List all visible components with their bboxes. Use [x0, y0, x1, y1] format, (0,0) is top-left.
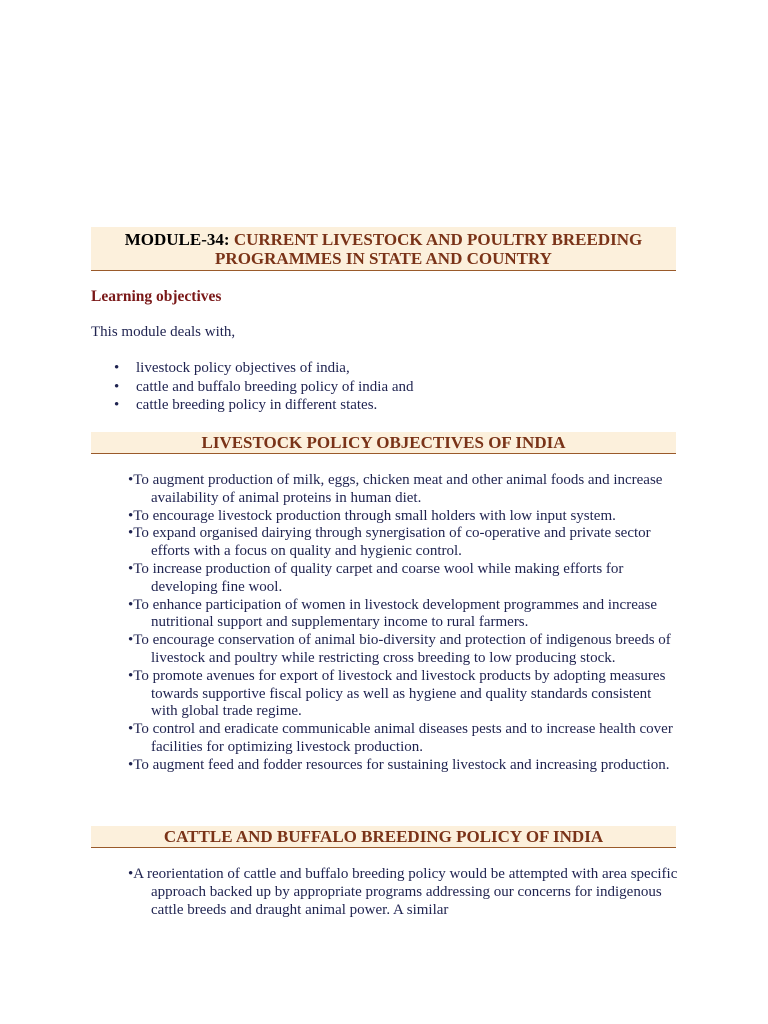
module-title-line1: CURRENT LIVESTOCK AND POULTRY BREEDING — [233, 230, 643, 249]
bullet-icon: • — [114, 360, 120, 376]
module-title-line2: PROGRAMMES IN STATE AND COUNTRY — [215, 249, 552, 268]
list-item: •To expand organised dairying through synergisation of co-operative and private sector efforts with a focus on quality and hygienic control. — [128, 525, 651, 560]
learning-objectives-heading: Learning objectives — [91, 288, 222, 305]
list-item: •A reorientation of cattle and buffalo breeding policy would be attempted with area specific approach backed up by appropriate programs addressing our concerns for indigenous cattle breeds and draught animal power. A similar — [128, 866, 678, 918]
bullet-icon: • — [114, 378, 120, 395]
list-item: • livestock policy objectives of india, — [114, 360, 350, 376]
list-item: •To augment feed and fodder resources for sustaining livestock and increasing production. — [128, 756, 670, 773]
livestock-policy-objectives-list — [128, 472, 680, 775]
module-number: MODULE-34: — [124, 230, 234, 249]
list-item: •To control and eradicate communicable animal diseases pests and to increase health cover facilities for optimizing livestock production. — [128, 721, 673, 755]
list-item: • cattle and buffalo breeding policy of india and — [114, 378, 414, 395]
bullet-icon: • — [114, 397, 120, 413]
list-item: • cattle breeding policy in different states. — [114, 397, 378, 413]
list-item: •To promote avenues for export of livestock and livestock products by adopting measures towards supportive fiscal policy as well as hygiene and quality standards consistent with global trade regime. — [128, 667, 666, 720]
module-title-band — [91, 227, 676, 271]
learning-objectives-list — [91, 359, 414, 415]
list-item: •To enhance participation of women in livestock development programmes and increase nutritional support and supplementary income to rural farmers. — [128, 596, 658, 631]
list-item: •To encourage conservation of animal bio-diversity and protection of indigenous breeds of livestock and poultry while restricting cross breeding to low producing stock. — [128, 632, 671, 666]
learning-objectives-intro: This module deals with, — [91, 324, 236, 340]
list-item: •To increase production of quality carpet and coarse wool while making efforts for developing fine wool. — [128, 560, 624, 595]
list-item: •To encourage livestock production through small holders with low input system. — [128, 507, 616, 524]
section-heading-livestock-policy: LIVESTOCK POLICY OBJECTIVES OF INDIA — [91, 432, 676, 454]
section-heading-cattle-buffalo-policy: CATTLE AND BUFFALO BREEDING POLICY OF INDIA — [91, 826, 676, 848]
cattle-buffalo-policy-list — [128, 866, 680, 919]
list-item: •To augment production of milk, eggs, chicken meat and other animal foods and increase availability of animal proteins in human diet. — [128, 472, 663, 506]
